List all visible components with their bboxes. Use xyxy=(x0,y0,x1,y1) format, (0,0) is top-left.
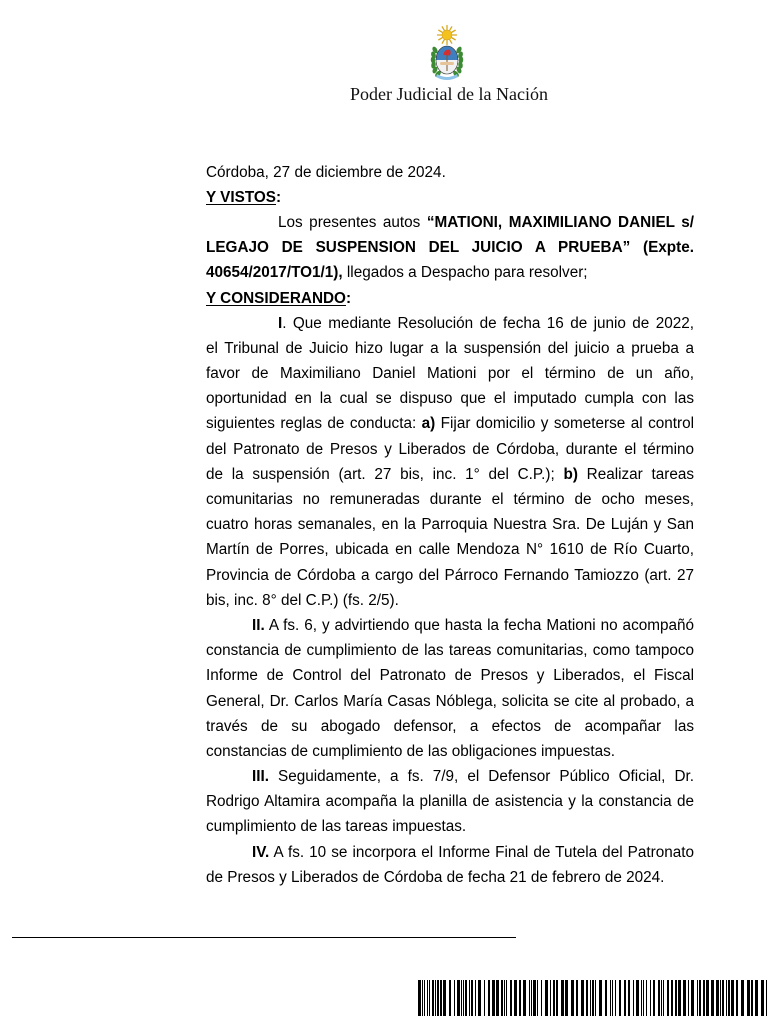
barcode-bar xyxy=(610,980,611,1016)
text-run: del Patronato de Presos y Liberados de Córdoba, durante el término xyxy=(206,440,694,458)
barcode-bar xyxy=(506,980,507,1016)
barcode-bar xyxy=(703,980,705,1016)
text-run: cuatro horas semanales, en la Parroquia Nuestra Sra. De Luján y San xyxy=(206,516,694,534)
text-run: través de su abogado defensor, a efectos de acompañar las xyxy=(206,717,694,735)
barcode-bar xyxy=(571,980,574,1016)
barcode-bar xyxy=(736,980,738,1016)
considerando-paragraph-3 xyxy=(206,764,694,840)
text-line xyxy=(206,840,694,865)
vistos-heading xyxy=(206,185,694,210)
barcode-bar xyxy=(427,980,428,1016)
barcode-bar xyxy=(592,980,594,1016)
text-line xyxy=(206,563,694,588)
barcode-bar xyxy=(501,980,503,1016)
barcode-bar xyxy=(440,980,442,1016)
barcode-bar xyxy=(619,980,621,1016)
text-run: Martín de Porres, ubicada en calle Mendoza N° 1610 de Río Cuarto, xyxy=(206,541,694,559)
date-line: Córdoba, 27 de diciembre de 2024. xyxy=(206,163,446,181)
text-run: . Que mediante Resolución de fecha 16 de junio de 2022, xyxy=(282,314,694,332)
text-line xyxy=(206,764,694,789)
text-run: Realizar tareas xyxy=(577,465,694,483)
barcode-bar xyxy=(595,980,596,1016)
text-line xyxy=(206,613,694,638)
barcode-bar xyxy=(418,980,421,1016)
barcode-bar xyxy=(581,980,584,1016)
barcode-bar xyxy=(541,980,542,1016)
barcode-bar xyxy=(484,980,485,1016)
text-run: Los presentes autos xyxy=(278,213,427,231)
barcode-bar xyxy=(449,980,451,1016)
barcode-bar xyxy=(751,980,753,1016)
barcode-bar xyxy=(599,980,602,1016)
resolution-body xyxy=(206,160,694,890)
barcode-bar xyxy=(722,980,724,1016)
barcode-bar xyxy=(711,980,714,1016)
text-line xyxy=(206,537,694,562)
barcode-bar xyxy=(478,980,481,1016)
barcode-bar xyxy=(550,980,551,1016)
barcode-bar xyxy=(465,980,467,1016)
text-line xyxy=(206,739,694,764)
barcode-bar xyxy=(720,980,721,1016)
text-line xyxy=(206,411,694,436)
text-line xyxy=(206,311,694,336)
considerando-paragraph-1 xyxy=(206,311,694,613)
text-line xyxy=(206,260,694,285)
footer-rule xyxy=(12,937,516,938)
text-line xyxy=(206,588,694,613)
case-title-run: “MATIONI, MAXIMILIANO DANIEL s/ xyxy=(426,213,694,231)
text-run: Seguidamente, a fs. 7/9, el Defensor Público Oficial, Dr. xyxy=(269,768,694,786)
barcode xyxy=(418,979,768,1017)
text-line xyxy=(206,487,694,512)
text-run: el Tribunal de Juicio hizo lugar a la suspensión del juicio a prueba a xyxy=(206,339,694,357)
text-run: cumplimiento de las tareas impuestas. xyxy=(206,818,467,836)
text-line xyxy=(206,235,694,260)
barcode-bar xyxy=(628,980,630,1016)
barcode-bar xyxy=(443,980,446,1016)
barcode-bar xyxy=(671,980,673,1016)
considerando-heading-colon: : xyxy=(345,289,352,307)
text-run: oportunidad en la cual se dispuso que el imputado cumpla con las xyxy=(206,390,694,408)
barcode-bar xyxy=(576,980,578,1016)
text-line xyxy=(206,512,694,537)
barcode-bar xyxy=(678,980,681,1016)
barcode-bar xyxy=(691,980,694,1016)
text-run: favor de Maximiliano Daniel Mationi por el término de un año, xyxy=(206,365,694,383)
text-run: Rodrigo Altamira acompaña la planilla de asistencia y la constancia de xyxy=(206,793,694,811)
barcode-bar xyxy=(461,980,462,1016)
barcode-bar xyxy=(469,980,470,1016)
vistos-heading-text: Y VISTOS xyxy=(206,188,277,206)
list-marker: a) xyxy=(421,415,436,433)
barcode-bar xyxy=(643,980,644,1016)
clasped-hands xyxy=(440,62,454,65)
text-line xyxy=(206,361,694,386)
text-line xyxy=(206,336,694,361)
barcode-bar xyxy=(683,980,686,1016)
barcode-bar xyxy=(424,980,425,1016)
text-line xyxy=(206,865,694,890)
paragraph-numeral: III. xyxy=(252,768,269,786)
barcode-bar xyxy=(429,980,430,1016)
considerando-paragraph-2 xyxy=(206,613,694,764)
text-run: de la suspensión (art. 27 bis, inc. 1° del C.P.); xyxy=(206,465,564,483)
considerando-heading-text: Y CONSIDERANDO xyxy=(206,289,346,307)
text-run: siguientes reglas de conducta: xyxy=(206,415,422,433)
barcode-bar xyxy=(586,980,588,1016)
barcode-bar xyxy=(726,980,727,1016)
barcode-bar xyxy=(514,980,517,1016)
text-run: Fijar domicilio y someterse al control xyxy=(435,415,694,433)
barcode-bar xyxy=(553,980,555,1016)
barcode-bar xyxy=(537,980,538,1016)
text-line xyxy=(206,814,694,839)
text-run: de Presos y Liberados de Córdoba de fecha 21 de febrero de 2024. xyxy=(206,868,665,886)
barcode-bar xyxy=(533,980,536,1016)
paragraph-numeral: I xyxy=(278,314,283,332)
argentina-coat-of-arms-icon xyxy=(425,24,469,84)
barcode-bar xyxy=(422,980,423,1016)
vistos-paragraph xyxy=(206,210,694,286)
barcode-bar xyxy=(475,980,476,1016)
text-run: A fs. 6, y advirtiendo que hasta la fecha Mationi no acompañó xyxy=(264,616,694,634)
text-run: llegados a Despacho para resolver; xyxy=(342,264,588,282)
text-run: Informe de Control del Patronato de Presos y Liberados, el Fiscal xyxy=(206,667,694,685)
text-line xyxy=(206,638,694,663)
text-run: General, Dr. Carlos María Casas Nóblega, solicita se cite al probado, a xyxy=(206,692,694,710)
barcode-bar xyxy=(565,980,568,1016)
text-run: constancia de cumplimiento de las tareas comunitarias, como tampoco xyxy=(206,642,694,660)
barcode-bar xyxy=(697,980,698,1016)
barcode-bar xyxy=(688,980,689,1016)
text-run: Provincia de Córdoba a cargo del Párroco Fernando Tamiozzo (art. 27 xyxy=(206,566,694,584)
barcode-bar xyxy=(633,980,634,1016)
barcode-bar xyxy=(699,980,701,1016)
text-line xyxy=(206,462,694,487)
barcode-bar xyxy=(716,980,719,1016)
barcode-bar xyxy=(435,980,436,1016)
case-title-run: LEGAJO DE SUSPENSION DEL JUICIO A PRUEBA” (Expte. xyxy=(206,239,694,257)
text-run: bis, inc. 8° del C.P.) (fs. 2/5). xyxy=(206,591,399,609)
barcode-bar xyxy=(653,980,655,1016)
barcode-bar xyxy=(561,980,564,1016)
barcode-bar xyxy=(646,980,647,1016)
barcode-bar xyxy=(761,980,764,1016)
barcode-bar xyxy=(496,980,499,1016)
barcode-bar xyxy=(545,980,548,1016)
list-marker: b) xyxy=(563,465,578,483)
barcode-bar xyxy=(492,980,495,1016)
barcode-bar xyxy=(658,980,660,1016)
barcode-bar xyxy=(675,980,677,1016)
barcode-bar xyxy=(663,980,664,1016)
barcode-bar xyxy=(471,980,473,1016)
text-line xyxy=(206,714,694,739)
barcode-bar xyxy=(432,980,434,1016)
barcode-bar xyxy=(615,980,616,1016)
barcode-bar xyxy=(624,980,626,1016)
sun-disc xyxy=(442,30,452,40)
barcode-bar xyxy=(706,980,709,1016)
barcode-bar xyxy=(641,980,642,1016)
barcode-bar xyxy=(488,980,490,1016)
barcode-bar xyxy=(650,980,651,1016)
paragraph-numeral: IV. xyxy=(252,843,270,861)
considerando-paragraph-4 xyxy=(206,840,694,890)
text-line xyxy=(206,689,694,714)
barcode-bar xyxy=(463,980,464,1016)
considerando-heading xyxy=(206,286,694,311)
barcode-bar xyxy=(612,980,613,1016)
barcode-bar xyxy=(728,980,730,1016)
barcode-bar xyxy=(661,980,662,1016)
barcode-bar xyxy=(731,980,734,1016)
barcode-bar xyxy=(605,980,607,1016)
barcode-bar xyxy=(457,980,460,1016)
barcode-bar xyxy=(766,980,767,1016)
text-line xyxy=(206,437,694,462)
barcode-bar xyxy=(755,980,758,1016)
barcode-bar xyxy=(437,980,439,1016)
case-number-run: 40654/2017/TO1/1), xyxy=(206,264,343,282)
text-line xyxy=(206,386,694,411)
barcode-bar xyxy=(523,980,526,1016)
barcode-bar xyxy=(741,980,744,1016)
text-line xyxy=(206,789,694,814)
barcode-bar xyxy=(556,980,558,1016)
barcode-bar xyxy=(531,980,532,1016)
barcode-bar xyxy=(590,980,591,1016)
barcode-bar xyxy=(747,980,750,1016)
text-line xyxy=(206,663,694,688)
text-run: A fs. 10 se incorpora el Informe Final de Tutela del Patronato xyxy=(269,843,694,861)
barcode-bar xyxy=(454,980,455,1016)
barcode-bar xyxy=(636,980,639,1016)
barcode-bar xyxy=(667,980,669,1016)
barcode-bar xyxy=(529,980,530,1016)
text-run: constancias de cumplimiento de las obligaciones impuestas. xyxy=(206,742,615,760)
text-line xyxy=(206,210,694,235)
barcode-bar xyxy=(504,980,505,1016)
paragraph-numeral: II. xyxy=(252,616,265,634)
institution-name: Poder Judicial de la Nación xyxy=(350,84,548,104)
barcode-bar xyxy=(510,980,512,1016)
vistos-heading-colon: : xyxy=(276,188,282,206)
barcode-bar xyxy=(519,980,521,1016)
text-run: comunitarias no remuneradas durante el término de ocho meses, xyxy=(206,491,694,509)
